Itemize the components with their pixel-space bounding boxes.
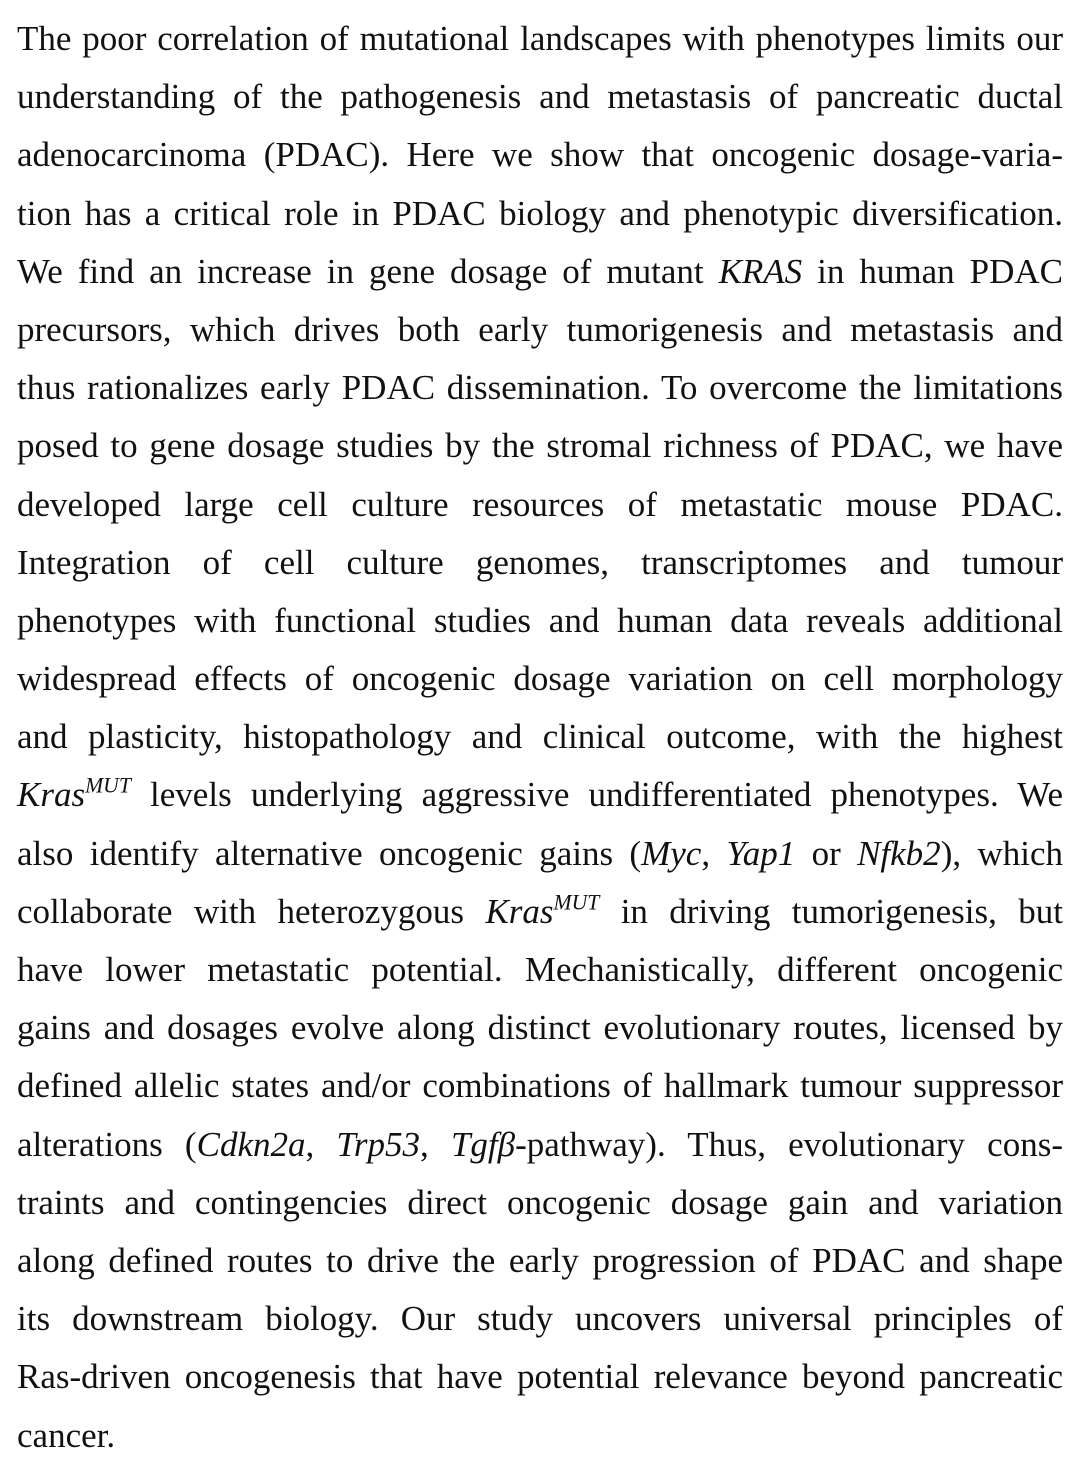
text-segment: We find an increase in gene dosage of mutant bbox=[17, 251, 719, 291]
text-segment: defined allelic states and/or combinations of hallmark tumour suppressor bbox=[17, 1066, 1063, 1106]
abstract-line bbox=[17, 1174, 1063, 1232]
text-segment: -pathway). Thus, evolutionary cons- bbox=[515, 1124, 1063, 1164]
text-segment: collaborate with heterozygous bbox=[17, 891, 486, 931]
text-segment: in driving tumorigenesis, but bbox=[599, 891, 1064, 931]
text-segment: have lower metastatic potential. Mechanistically, different oncogenic bbox=[17, 950, 1063, 989]
text-segment: or bbox=[795, 833, 858, 873]
abstract-line bbox=[17, 126, 1063, 184]
text-segment: posed to gene dosage studies by the stromal richness of PDAC, we have bbox=[17, 426, 1063, 466]
abstract-line bbox=[17, 708, 1063, 766]
abstract-line bbox=[17, 359, 1063, 417]
text-segment: precursors, which drives both early tumorigenesis and metastasis and bbox=[17, 309, 1063, 349]
text-segment: developed large cell culture resources of metastatic mouse PDAC. bbox=[17, 484, 1063, 524]
italic-term: Nfkb2 bbox=[857, 833, 941, 873]
abstract-line bbox=[17, 999, 1063, 1057]
text-segment: and plasticity, histopathology and clinical outcome, with the highest bbox=[17, 717, 1063, 757]
text-segment: levels underlying aggressive undifferentiated phenotypes. We bbox=[130, 775, 1063, 815]
abstract-line bbox=[17, 185, 1063, 243]
text-segment: cancer. bbox=[17, 1415, 116, 1455]
abstract-line bbox=[17, 592, 1063, 650]
text-segment: The poor correlation of mutational landscapes with phenotypes limits our bbox=[17, 19, 1063, 58]
abstract-line bbox=[17, 766, 1063, 824]
text-segment: traints and contingencies direct oncogenic dosage gain and variation bbox=[17, 1182, 1063, 1222]
abstract-line bbox=[17, 941, 1063, 999]
text-segment: , bbox=[420, 1124, 451, 1164]
abstract-line bbox=[17, 243, 1063, 301]
text-segment: ), which bbox=[940, 833, 1063, 873]
abstract-line bbox=[17, 1407, 1063, 1465]
abstract-line bbox=[17, 825, 1063, 883]
italic-term: Trp53 bbox=[336, 1124, 421, 1164]
text-segment: Integration of cell culture genomes, transcriptomes and tumour bbox=[17, 542, 1063, 582]
text-segment: tion has a critical role in PDAC biology and phenotypic diversification. bbox=[17, 193, 1063, 233]
abstract-line bbox=[17, 534, 1063, 592]
text-segment: widespread effects of oncogenic dosage variation on cell morphology bbox=[17, 659, 1063, 699]
text-segment: , bbox=[701, 833, 727, 873]
abstract-line bbox=[17, 1057, 1063, 1115]
text-segment: thus rationalizes early PDAC dissemination. To overcome the limitations bbox=[17, 368, 1063, 408]
abstract-line bbox=[17, 883, 1063, 941]
abstract-body bbox=[17, 10, 1063, 1465]
text-segment: gains and dosages evolve along distinct evolutionary routes, licensed by bbox=[17, 1008, 1063, 1048]
italic-term: Cdkn2a bbox=[196, 1124, 306, 1164]
superscript: MUT bbox=[553, 890, 600, 915]
abstract-line bbox=[17, 1348, 1063, 1406]
italic-term: Kras bbox=[17, 775, 86, 815]
text-segment: adenocarcinoma (PDAC). Here we show that oncogenic dosage-varia- bbox=[17, 135, 1063, 175]
text-segment: , bbox=[305, 1124, 337, 1164]
text-segment: Ras-driven oncogenesis that have potential relevance beyond pancreatic bbox=[17, 1357, 1063, 1397]
abstract-line bbox=[17, 650, 1063, 708]
superscript: MUT bbox=[85, 773, 131, 798]
text-segment: understanding of the pathogenesis and metastasis of pancreatic ductal bbox=[17, 77, 1063, 117]
text-segment: along defined routes to drive the early progression of PDAC and shape bbox=[17, 1240, 1063, 1280]
italic-term: Myc bbox=[641, 833, 702, 873]
abstract-line bbox=[17, 417, 1063, 475]
abstract-line bbox=[17, 1290, 1063, 1348]
abstract-line bbox=[17, 1232, 1063, 1290]
abstract-line bbox=[17, 68, 1063, 126]
text-segment: also identify alternative oncogenic gains ( bbox=[17, 833, 642, 873]
abstract-line bbox=[17, 476, 1063, 534]
text-segment: its downstream biology. Our study uncovers universal principles of bbox=[17, 1299, 1063, 1339]
text-segment: phenotypes with functional studies and human data reveals additional bbox=[17, 600, 1063, 640]
italic-term: KRAS bbox=[718, 251, 803, 291]
abstract-line bbox=[17, 1116, 1063, 1174]
abstract-line bbox=[17, 10, 1063, 68]
italic-term: Yap1 bbox=[726, 833, 796, 873]
text-segment: alterations ( bbox=[17, 1124, 197, 1164]
italic-term: Kras bbox=[485, 891, 554, 931]
text-segment: in human PDAC bbox=[802, 251, 1063, 291]
abstract-line bbox=[17, 301, 1063, 359]
italic-term: Tgfβ bbox=[450, 1124, 516, 1164]
